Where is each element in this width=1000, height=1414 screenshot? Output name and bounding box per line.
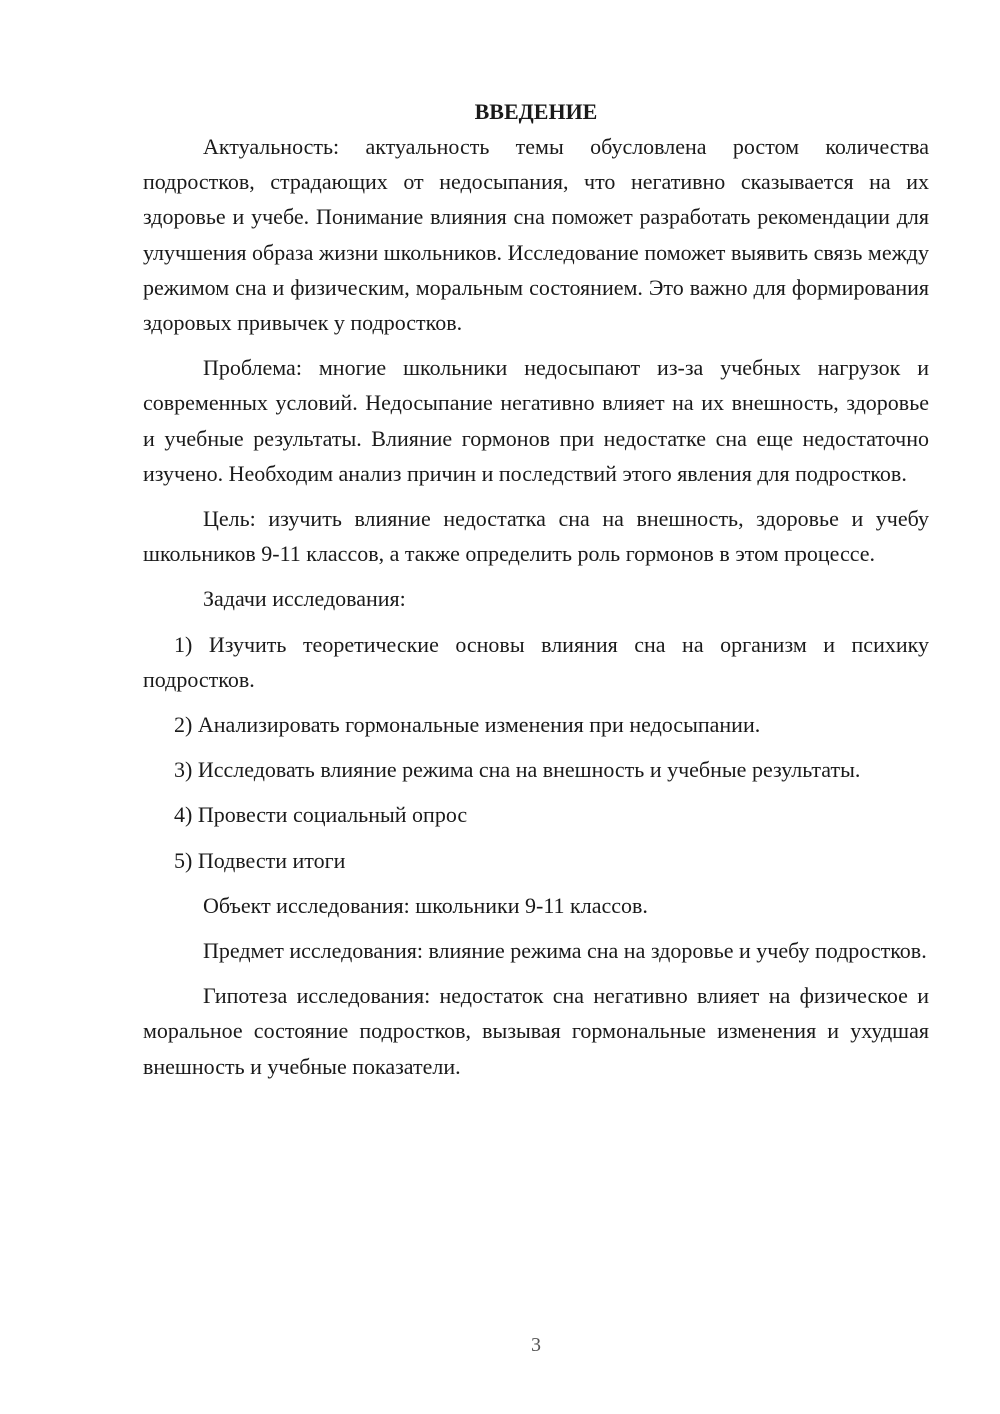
task-item-5: 5) Подвести итоги [174,847,346,873]
paragraph-object: Объект исследования: школьники 9-11 классов. [203,892,648,918]
document-page [143,94,929,1094]
task-item-2: 2) Анализировать гормональные изменения при недосыпании. [174,712,761,738]
tasks-heading: Задачи исследования: [203,586,406,612]
paragraph-goal: Цель: изучить влияние недостатка сна на внешность, здоровье и учебу школьников 9-11 классов, а также определить роль гормонов в этом процессе. [143,506,929,567]
paragraph-subject: Предмет исследования: влияние режима сна на здоровье и учебу подростков. [203,938,927,964]
task-item-4: 4) Провести социальный опрос [174,802,468,828]
task-item-1: 1) Изучить теоретические основы влияния сна на организм и психику подростков. [143,631,929,692]
page-number: 3 [531,1334,541,1356]
paragraph-hypothesis: Гипотеза исследования: недостаток сна негативно влияет на физическое и моральное состояние подростков, вызывая гормональные изменения и ухудшая внешность и учебные показатели. [143,983,929,1079]
section-title: ВВЕДЕНИЕ [474,99,598,124]
paragraph-problem: Проблема: многие школьники недосыпают из-за учебных нагрузок и современных условий. Недосыпание негативно влияет на их внешность, здоровье и учебные результаты. Влияние гормонов при недостатке сна еще недостаточно изучено. Необходим анализ причин и последствий этого явления для подростков. [143,355,929,486]
paragraph-relevance: Актуальность: актуальность темы обусловлена ростом количества подростков, страдающих от недосыпания, что негативно сказывается на их здоровье и учебе. Понимание влияния сна поможет разработать рекомендации для улучшения образа жизни школьников. Исследование поможет выявить связь между режимом сна и физическим, моральным состоянием. Это важно для формирования здоровых привычек у подростков. [143,134,929,336]
task-item-3: 3) Исследовать влияние режима сна на внешность и учебные результаты. [174,757,861,783]
